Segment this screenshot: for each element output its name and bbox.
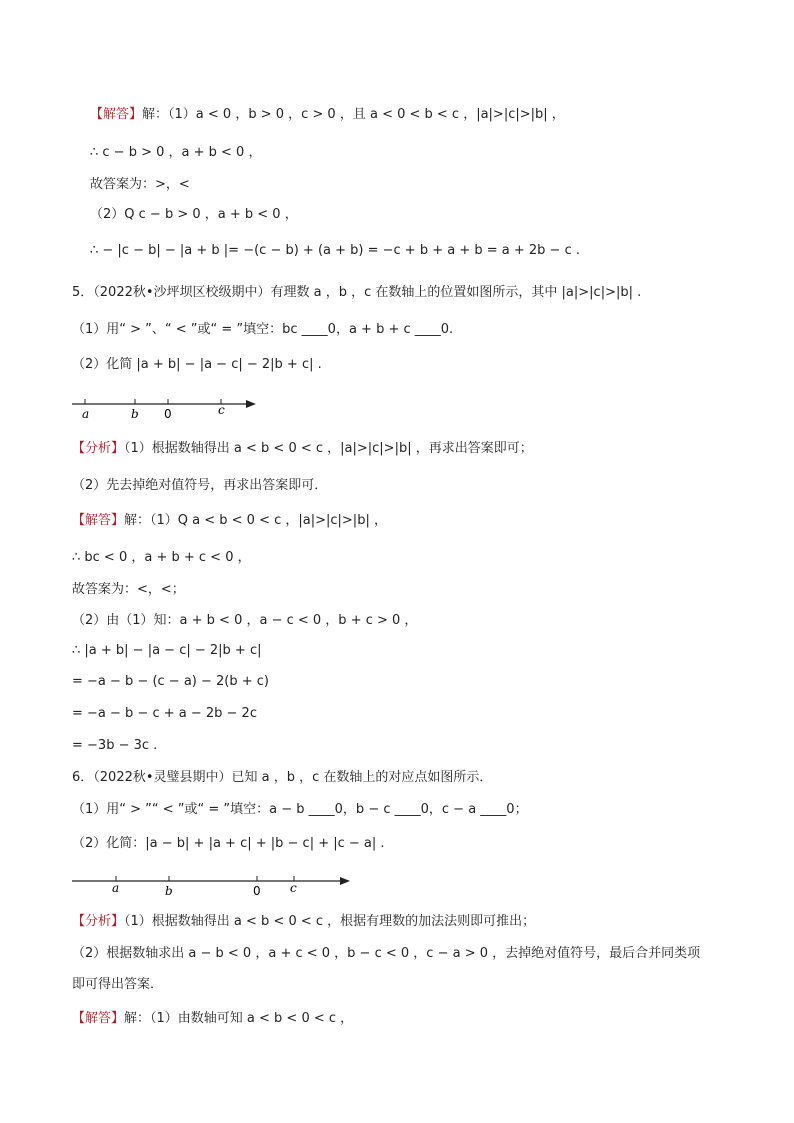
- number-line-label-b: b: [165, 884, 173, 898]
- problem-5-title: [72, 284, 641, 302]
- number-line-label-c: c: [218, 403, 225, 417]
- line-22: [72, 945, 700, 963]
- line-text: 解：（1）Q a < b < 0 < c ，|a|>|c|>|b| ，: [124, 513, 387, 528]
- line-text: （2）根据数轴求出 a − b < 0 ，a + c < 0 ，b − c < 0 ，c − a > 0 ，去掉绝对值符号，最后合并同类项: [72, 946, 701, 961]
- problem-6-title: [72, 769, 492, 787]
- tag-analysis: 【分析】: [72, 441, 125, 456]
- line-14: [72, 642, 261, 660]
- tag-answer: 【解答】: [72, 1011, 125, 1026]
- line-text: （1）根据数轴得出 a < b < 0 < c ，根据有理数的加法法则即可推出；: [124, 914, 536, 929]
- number-line-label-a: a: [112, 881, 120, 895]
- number-line-label-a: a: [82, 407, 90, 421]
- line-text: ∴ |a + b| − |a − c| − 2|b + c|: [72, 643, 262, 658]
- line-text: 6．（2022秋•灵璧县期中）已知 a ，b ，c 在数轴上的对应点如图所示．: [72, 770, 493, 785]
- line-text: （2）先去掉绝对值符号，再求出答案即可．: [72, 478, 328, 493]
- line-text: 5．（2022秋•沙坪坝区校级期中）有理数 a ，b ，c 在数轴上的位置如图所示，其中 |a|>|c|>|b| .: [72, 285, 642, 300]
- line-text: = −3b − 3c .: [72, 738, 158, 753]
- line-text: 故答案为：>，<: [90, 177, 190, 192]
- line-1: [90, 144, 261, 162]
- line-0: [90, 106, 565, 124]
- line-text: （1）用“ > ”“ < ”或“ = ”填空：a − b ____0，b − c ____0，c − a ____0；: [72, 802, 528, 817]
- line-4: [90, 242, 580, 260]
- line-16: [72, 705, 257, 723]
- line-24: [72, 1010, 353, 1028]
- line-13: [72, 612, 417, 630]
- line-12: [72, 581, 185, 599]
- number-line-label-c: c: [290, 881, 297, 895]
- line-text: 即可得出答案．: [72, 977, 164, 992]
- line-7: [72, 356, 322, 374]
- number-line-1: [70, 394, 260, 424]
- line-text: （2）化简 |a + b| − |a − c| − 2|b + c| .: [72, 357, 322, 372]
- number-line-label-zero: 0: [253, 884, 261, 898]
- line-19: [72, 801, 528, 819]
- line-10: [72, 512, 387, 530]
- tag-answer: 【解答】: [72, 513, 125, 528]
- line-text: 解：（1）a < 0 ，b > 0 ，c > 0 ，且 a < 0 < b < c ，|a|>|c|>|b| ，: [142, 107, 565, 122]
- line-text: ∴ bc < 0 ，a + b + c < 0 ，: [72, 550, 251, 565]
- number-line-2: [70, 871, 360, 901]
- line-text: = −a − b − c + a − 2b − 2c: [72, 706, 257, 721]
- line-text: （1）根据数轴得出 a < b < 0 < c ，|a|>|c|>|b| ，再求出答案即可；: [124, 441, 533, 456]
- number-line-label-zero: 0: [164, 407, 172, 421]
- line-9: [72, 477, 327, 495]
- line-11: [72, 549, 251, 567]
- line-text: 故答案为：<，<；: [72, 582, 185, 597]
- line-text: （2）Q c − b > 0 ，a + b < 0 ，: [90, 207, 298, 222]
- line-text: （2）化简：|a − b| + |a + c| + |b − c| + |c − a| .: [72, 836, 385, 851]
- line-21: [72, 913, 535, 931]
- line-text: （1）用“ > ”、“ < ”或“ = ”填空：bc ____0，a + b + c ____0.: [72, 322, 454, 337]
- line-8: [72, 440, 533, 458]
- line-text: ∴ − |c − b| − |a + b |= −(c − b) + (a + b) = −c + b + a + b = a + 2b − c .: [90, 243, 580, 258]
- line-15: [72, 673, 269, 691]
- line-23: [72, 976, 163, 994]
- line-text: （2）由（1）知：a + b < 0 ，a − c < 0 ，b + c > 0 ，: [72, 613, 418, 628]
- tag-analysis: 【分析】: [72, 914, 125, 929]
- line-20: [72, 835, 385, 853]
- line-text: = −a − b − (c − a) − 2(b + c): [72, 674, 269, 689]
- line-text: ∴ c − b > 0 ，a + b < 0 ，: [90, 145, 262, 160]
- number-line-label-b: b: [131, 407, 139, 421]
- line-6: [72, 321, 453, 339]
- line-17: [72, 737, 157, 755]
- tag-answer: 【解答】: [90, 107, 143, 122]
- line-3: [90, 206, 298, 224]
- line-text: 解：（1）由数轴可知 a < b < 0 < c ，: [124, 1011, 354, 1026]
- line-2: [90, 176, 190, 194]
